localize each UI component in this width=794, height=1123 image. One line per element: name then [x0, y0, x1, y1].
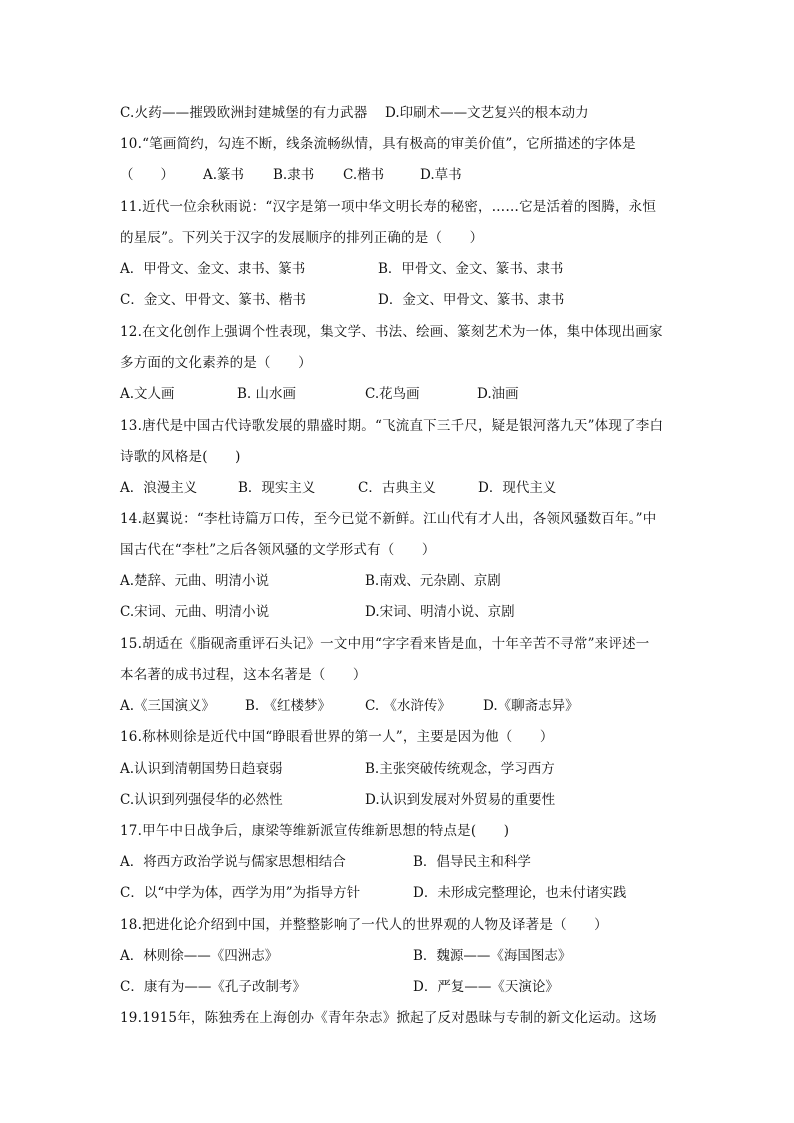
q12-stem-line1: 12.在文化创作上强调个性表现，集文学、书法、绘画、篆刻艺术为一体，集中体现出画家 — [120, 324, 663, 340]
q18-option-d: D．严复——《天演论》 — [413, 979, 559, 995]
q11-stem-line1: 11.近代一位余秋雨说：“汉字是第一项中华文明长寿的秘密，……它是活着的图腾，永恒 — [120, 199, 657, 215]
q10-option-b: B.隶书 — [273, 167, 315, 183]
q12-stem-line2: 多方面的文化素养的是（ ） — [120, 355, 312, 371]
q15-option-a: A.《三国演义》 — [120, 698, 216, 714]
q13-option-d: D．现代主义 — [478, 480, 557, 496]
q16-option-c: C.认识到列强侵华的必然性 — [120, 792, 283, 808]
q13-stem-line1: 13.唐代是中国古代诗歌发展的鼎盛时期。“飞流直下三千尺，疑是银河落九天”体现了李白 — [120, 418, 664, 434]
q13-option-b: B．现实主义 — [238, 480, 316, 496]
q16-option-a: A.认识到清朝国势日趋衰弱 — [120, 761, 283, 777]
q17-option-b: B．倡导民主和科学 — [413, 854, 531, 870]
q15-stem-line1: 15.胡适在《脂砚斋重评石头记》一文中用“字字看来皆是血，十年辛苦不寻常”来评述一 — [120, 636, 650, 652]
q15-stem-line2: 本名著的成书过程，这本名著是（ ） — [120, 667, 367, 683]
q17-stem: 17.甲午中日战争后，康梁等维新派宣传维新思想的特点是( ) — [120, 823, 510, 839]
q10-option-d: D.草书 — [420, 167, 462, 183]
q18-option-c: C．康有为——《孔子改制考》 — [120, 979, 306, 995]
q11-option-c: C．金文、甲骨文、篆书、楷书 — [120, 292, 306, 308]
q15-option-c: C. 《水浒传》 — [365, 698, 451, 714]
q17-option-a: A．将西方政治学说与儒家思想相结合 — [120, 854, 346, 870]
q15-option-b: B. 《红楼梦》 — [245, 698, 332, 714]
q9-option-d: D.印刷术——文艺复兴的根本动力 — [385, 105, 589, 121]
q13-option-a: A．浪漫主义 — [120, 480, 198, 496]
q9-option-c: C.火药——摧毁欧洲封建城堡的有力武器 — [120, 105, 368, 121]
q14-option-c: C.宋词、元曲、明清小说 — [120, 604, 270, 620]
q10-paren: （ ） — [120, 167, 174, 183]
q14-option-a: A.楚辞、元曲、明清小说 — [120, 573, 270, 589]
q10-option-c: C.楷书 — [343, 167, 385, 183]
q13-stem-line2: 诗歌的风格是( ) — [120, 449, 241, 465]
q16-option-b: B.主张突破传统观念，学习西方 — [365, 761, 555, 777]
q17-option-d: D．未形成完整理论，也未付诸实践 — [413, 885, 627, 901]
q14-option-d: D.宋词、明清小说、京剧 — [365, 604, 515, 620]
q14-option-b: B.南戏、元杂剧、京剧 — [365, 573, 501, 589]
q12-option-b: B. 山水画 — [237, 386, 297, 402]
q13-option-c: C．古典主义 — [358, 480, 436, 496]
q12-option-c: C.花鸟画 — [365, 386, 420, 402]
q16-stem: 16.称林则徐是近代中国“睁眼看世界的第一人”，主要是因为他（ ） — [120, 729, 554, 745]
q11-option-b: B．甲骨文、金文、篆书、隶书 — [378, 261, 564, 277]
q12-option-a: A.文人画 — [120, 386, 175, 402]
q11-option-a: A．甲骨文、金文、隶书、篆书 — [120, 261, 306, 277]
q10-stem: 10.“笔画简约，勾连不断，线条流畅纵情，具有极高的审美价值”，它所描述的字体是 — [120, 136, 636, 152]
q14-stem-line1: 14.赵翼说：“李杜诗篇万口传，至今已觉不新鲜。江山代有才人出，各领风骚数百年。”中 — [120, 511, 657, 527]
q19-stem: 19.1915年，陈独秀在上海创办《青年杂志》掀起了反对愚昧与专制的新文化运动。这场 — [120, 1010, 657, 1026]
q16-option-d: D.认识到发展对外贸易的重要性 — [365, 792, 556, 808]
q11-stem-line2: 的星辰”。下列关于汉字的发展顺序的排列正确的是（ ） — [120, 230, 484, 246]
q17-option-c: C．以“中学为体，西学为用”为指导方针 — [120, 885, 361, 901]
q18-option-a: A．林则徐——《四洲志》 — [120, 948, 279, 964]
q12-option-d: D.油画 — [477, 386, 519, 402]
q10-option-a: A.篆书 — [203, 167, 245, 183]
q18-option-b: B．魏源——《海国图志》 — [413, 948, 572, 964]
q11-option-d: D．金文、甲骨文、篆书、隶书 — [378, 292, 565, 308]
q14-stem-line2: 国古代在“李杜”之后各领风骚的文学形式有（ ） — [120, 542, 436, 558]
q15-option-d: D.《聊斋志异》 — [483, 698, 579, 714]
q18-stem: 18.把进化论介绍到中国，并整整影响了一代人的世界观的人物及译著是（ ） — [120, 917, 608, 933]
